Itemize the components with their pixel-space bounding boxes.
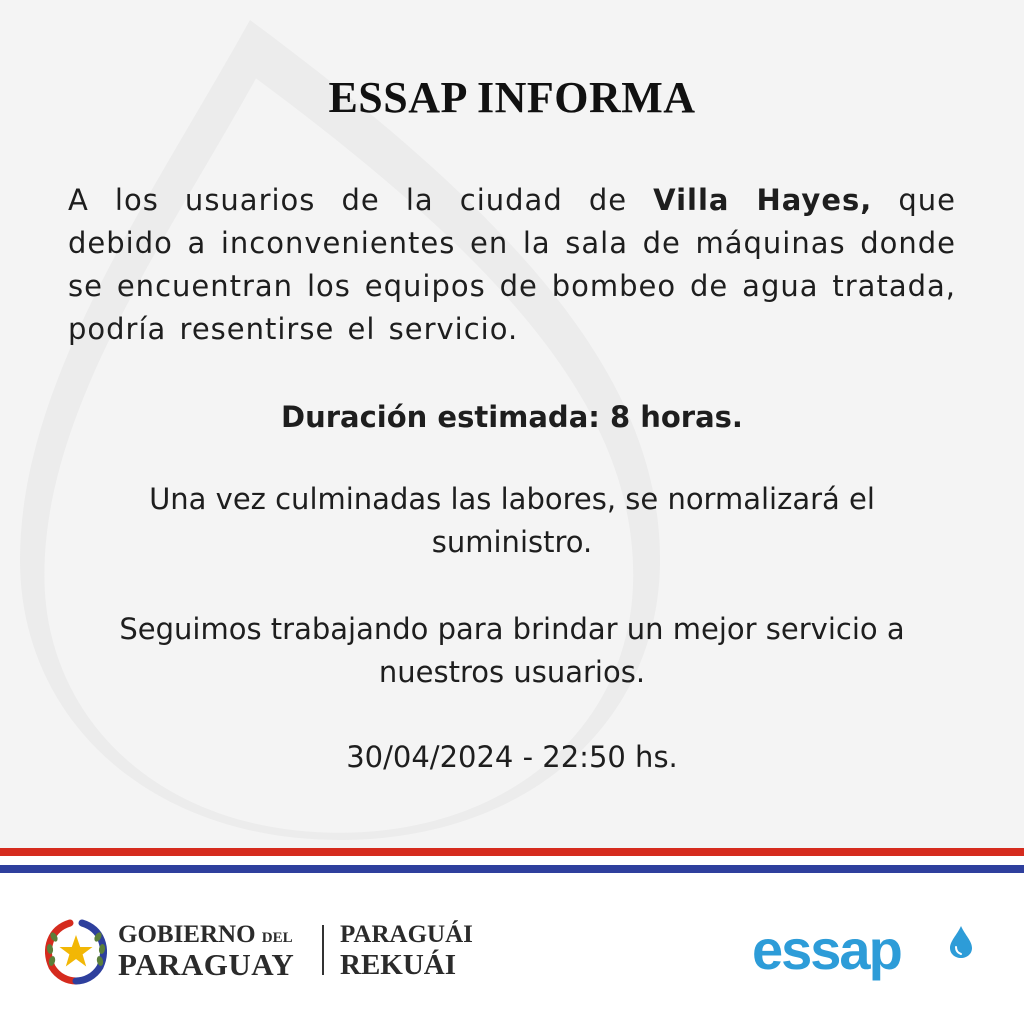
intro-paragraph [68, 179, 956, 351]
logo-divider [322, 925, 324, 975]
gov-word-gobierno: GOBIERNO [118, 921, 256, 948]
coat-of-arms-emblem-icon [40, 915, 112, 985]
date-time: 30/04/2024 - 22:50 hs. [346, 740, 678, 774]
slogan-line-2: REKUÁI [340, 949, 457, 981]
intro-text-after: que debido a inconvenientes en la sala de máquinas donde se encuentran los equipos de bombeo de agua tratada, podría resentirse el servicio. [68, 183, 956, 346]
slogan-line-1: PARAGUÁI [340, 921, 473, 948]
gov-word-paraguay: PARAGUAY [118, 947, 295, 982]
flag-stripe-red [0, 848, 1024, 856]
essap-wordmark: essap [752, 918, 901, 981]
flag-stripe-white [0, 856, 1024, 865]
footer [0, 873, 1024, 1024]
water-drop-icon [948, 925, 974, 959]
city-name: Villa Hayes, [653, 183, 873, 217]
gov-word-del: DEL [261, 930, 293, 946]
government-logo [40, 915, 500, 985]
essap-logo [752, 919, 982, 981]
intro-text-before: A los usuarios de la ciudad de [68, 183, 654, 217]
normalization-paragraph: Una vez culminadas las labores, se normalizará el suministro. [149, 482, 875, 559]
commitment-paragraph: Seguimos trabajando para brindar un mejor servicio a nuestros usuarios. [119, 612, 905, 689]
duration-notice: Duración estimada: 8 horas. [281, 400, 743, 434]
gov-line-1 [118, 921, 293, 949]
flag-stripe-blue [0, 865, 1024, 873]
page-title: ESSAP INFORMA [328, 73, 696, 122]
